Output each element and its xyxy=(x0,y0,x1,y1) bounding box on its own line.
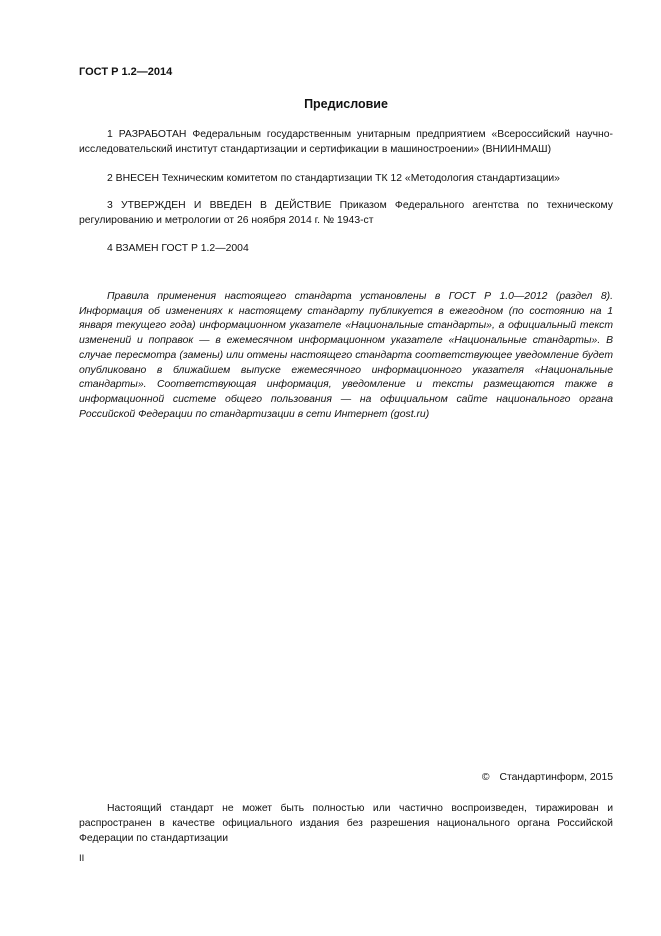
copyright-text: Стандартинформ, 2015 xyxy=(499,772,613,783)
reproduction-notice: Настоящий стандарт не может быть полностью или частично воспроизведен, тиражирован и распространен в качестве официального издания без разрешения национального органа Российской Федерации по стандартизации xyxy=(79,803,613,844)
copyright-icon: © xyxy=(481,772,490,783)
application-rules-notice: Правила применения настоящего стандарта установлены в ГОСТ Р 1.0—2012 (раздел 8). Информация об изменениях к настоящему стандарту публикуется в ежегодном (по состоянию на 1 января текущего года) информационном указателе «Национальные стандарты», а официальный текст изменений и поправок — в ежемесячном информационном указателе «Национальные стандарты». В случае пересмотра (замены) или отмены настоящего стандарта соответствующее уведомление будет опубликовано в ближайшем выпуске ежемесячного информационного указателя «Национальные стандарты». Соответствующая информация, уведомление и тексты размещаются также в информационной системе общего пользования — на официальном сайте национального органа Российской Федерации по стандартизации в сети Интернет (gost.ru) xyxy=(79,291,613,420)
preface-item-1: 1 РАЗРАБОТАН Федеральным государственным унитарным предприятием «Всероссийский научно-исследовательский институт стандартизации и сертификации в машиностроении» (ВНИИНМАШ) xyxy=(79,129,613,155)
document-code-header: ГОСТ Р 1.2—2014 xyxy=(79,66,173,78)
page-number: II xyxy=(79,853,85,864)
preface-item-2: 2 ВНЕСЕН Техническим комитетом по стандартизации ТК 12 «Методология стандартизации» xyxy=(107,173,560,184)
preface-item-3: 3 УТВЕРЖДЕН И ВВЕДЕН В ДЕЙСТВИЕ Приказом Федерального агентства по техническому регулированию и метрологии от 26 ноября 2014 г. № 1943-ст xyxy=(79,200,613,226)
preface-item-4: 4 ВЗАМЕН ГОСТ Р 1.2—2004 xyxy=(107,243,249,254)
preface-title: Предисловие xyxy=(304,97,388,111)
copyright-line xyxy=(482,770,613,785)
